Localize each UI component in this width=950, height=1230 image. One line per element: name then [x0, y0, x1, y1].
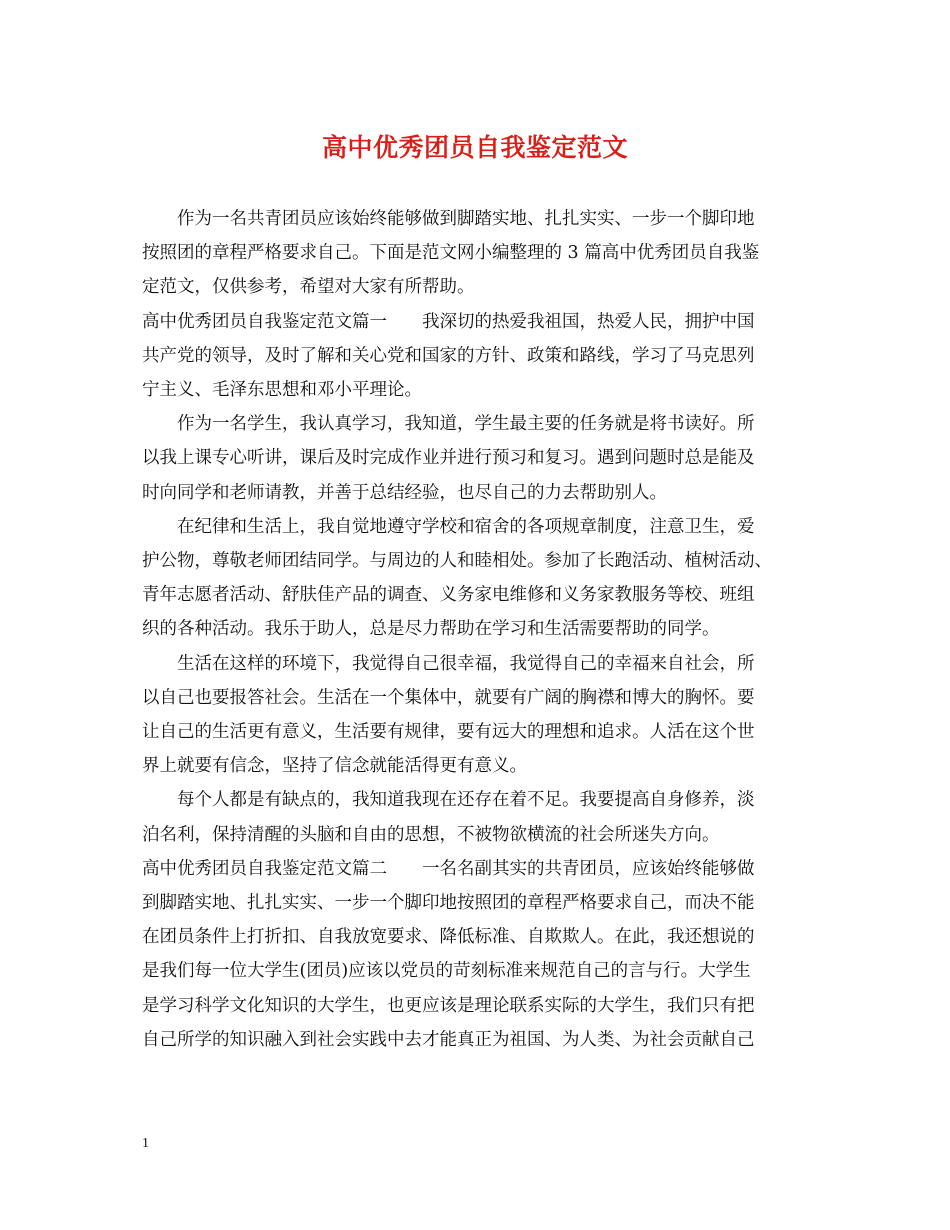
body-line-4: 高中优秀团员自我鉴定范文篇一 我深切的热爱我祖国，热爱人民，拥护中国: [142, 311, 755, 332]
page-number: 1: [142, 1136, 149, 1151]
body-line-24: 是学习科学文化知识的大学生，也更应该是理论联系实际的大学生，我们只有把: [142, 995, 755, 1016]
body-line-9: 时向同学和老师请教，并善于总结经验，也尽自己的力去帮助别人。: [142, 482, 667, 503]
body-line-25: 自己所学的知识融入到社会实践中去才能真正为祖国、为人类、为社会贡献自己: [142, 1029, 755, 1050]
body-line-11: 护公物，尊敬老师团结同学。与周边的人和睦相处。参加了长跑活动、植树活动、: [142, 551, 772, 572]
body-line-3: 定范文，仅供参考，希望对大家有所帮助。: [142, 277, 475, 298]
document-body: [142, 202, 810, 1057]
body-line-10: 在纪律和生活上，我自觉地遵守学校和宿舍的各项规章制度，注意卫生，爱: [142, 516, 755, 537]
body-line-21: 到脚踏实地、扎扎实实、一步一个脚印地按照团的章程严格要求自己，而决不能: [142, 893, 755, 914]
body-line-13: 织的各种活动。我乐于助人，总是尽力帮助在学习和生活需要帮助的同学。: [142, 619, 720, 640]
body-line-8: 以我上课专心听讲，课后及时完成作业并进行预习和复习。遇到问题时总是能及: [142, 448, 755, 469]
body-line-7: 作为一名学生，我认真学习，我知道，学生最主要的任务就是将书读好。所: [142, 414, 755, 435]
body-line-16: 让自己的生活更有意义，生活要有规律，要有远大的理想和追求。人活在这个世: [142, 722, 755, 743]
document-title: 高中优秀团员自我鉴定范文: [321, 133, 628, 162]
body-line-19: 泊名利，保持清醒的头脑和自由的思想，不被物欲横流的社会所迷失方向。: [142, 824, 720, 845]
body-line-6: 宁主义、毛泽东思想和邓小平理论。: [142, 380, 422, 401]
body-line-23: 是我们每一位大学生(团员)应该以党员的苛刻标准来规范自己的言与行。大学生: [142, 961, 751, 982]
body-line-12: 青年志愿者活动、舒肤佳产品的调查、义务家电维修和义务家教服务等校、班组: [142, 585, 755, 606]
body-line-22: 在团员条件上打折扣、自我放宽要求、降低标准、自欺欺人。在此，我还想说的: [142, 927, 755, 948]
body-line-20: 高中优秀团员自我鉴定范文篇二 一名名副其实的共青团员，应该始终能够做: [142, 858, 755, 879]
body-line-18: 每个人都是有缺点的，我知道我现在还存在着不足。我要提高自身修养，淡: [142, 790, 755, 811]
body-line-15: 以自己也要报答社会。生活在一个集体中，就要有广阔的胸襟和博大的胸怀。要: [142, 687, 755, 708]
body-line-1: 作为一名共青团员应该始终能够做到脚踏实地、扎扎实实、一步一个脚印地: [142, 209, 755, 229]
body-line-17: 界上就要有信念，坚持了信念就能活得更有意义。: [142, 756, 527, 777]
body-line-14: 生活在这样的环境下，我觉得自己很幸福，我觉得自己的幸福来自社会，所: [142, 653, 755, 674]
body-line-5: 共产党的领导，及时了解和关心党和国家的方针、政策和路线，学习了马克思列: [142, 345, 755, 366]
body-line-2: 按照团的章程严格要求自己。下面是范文网小编整理的 3 篇高中优秀团员自我鉴: [142, 243, 760, 264]
